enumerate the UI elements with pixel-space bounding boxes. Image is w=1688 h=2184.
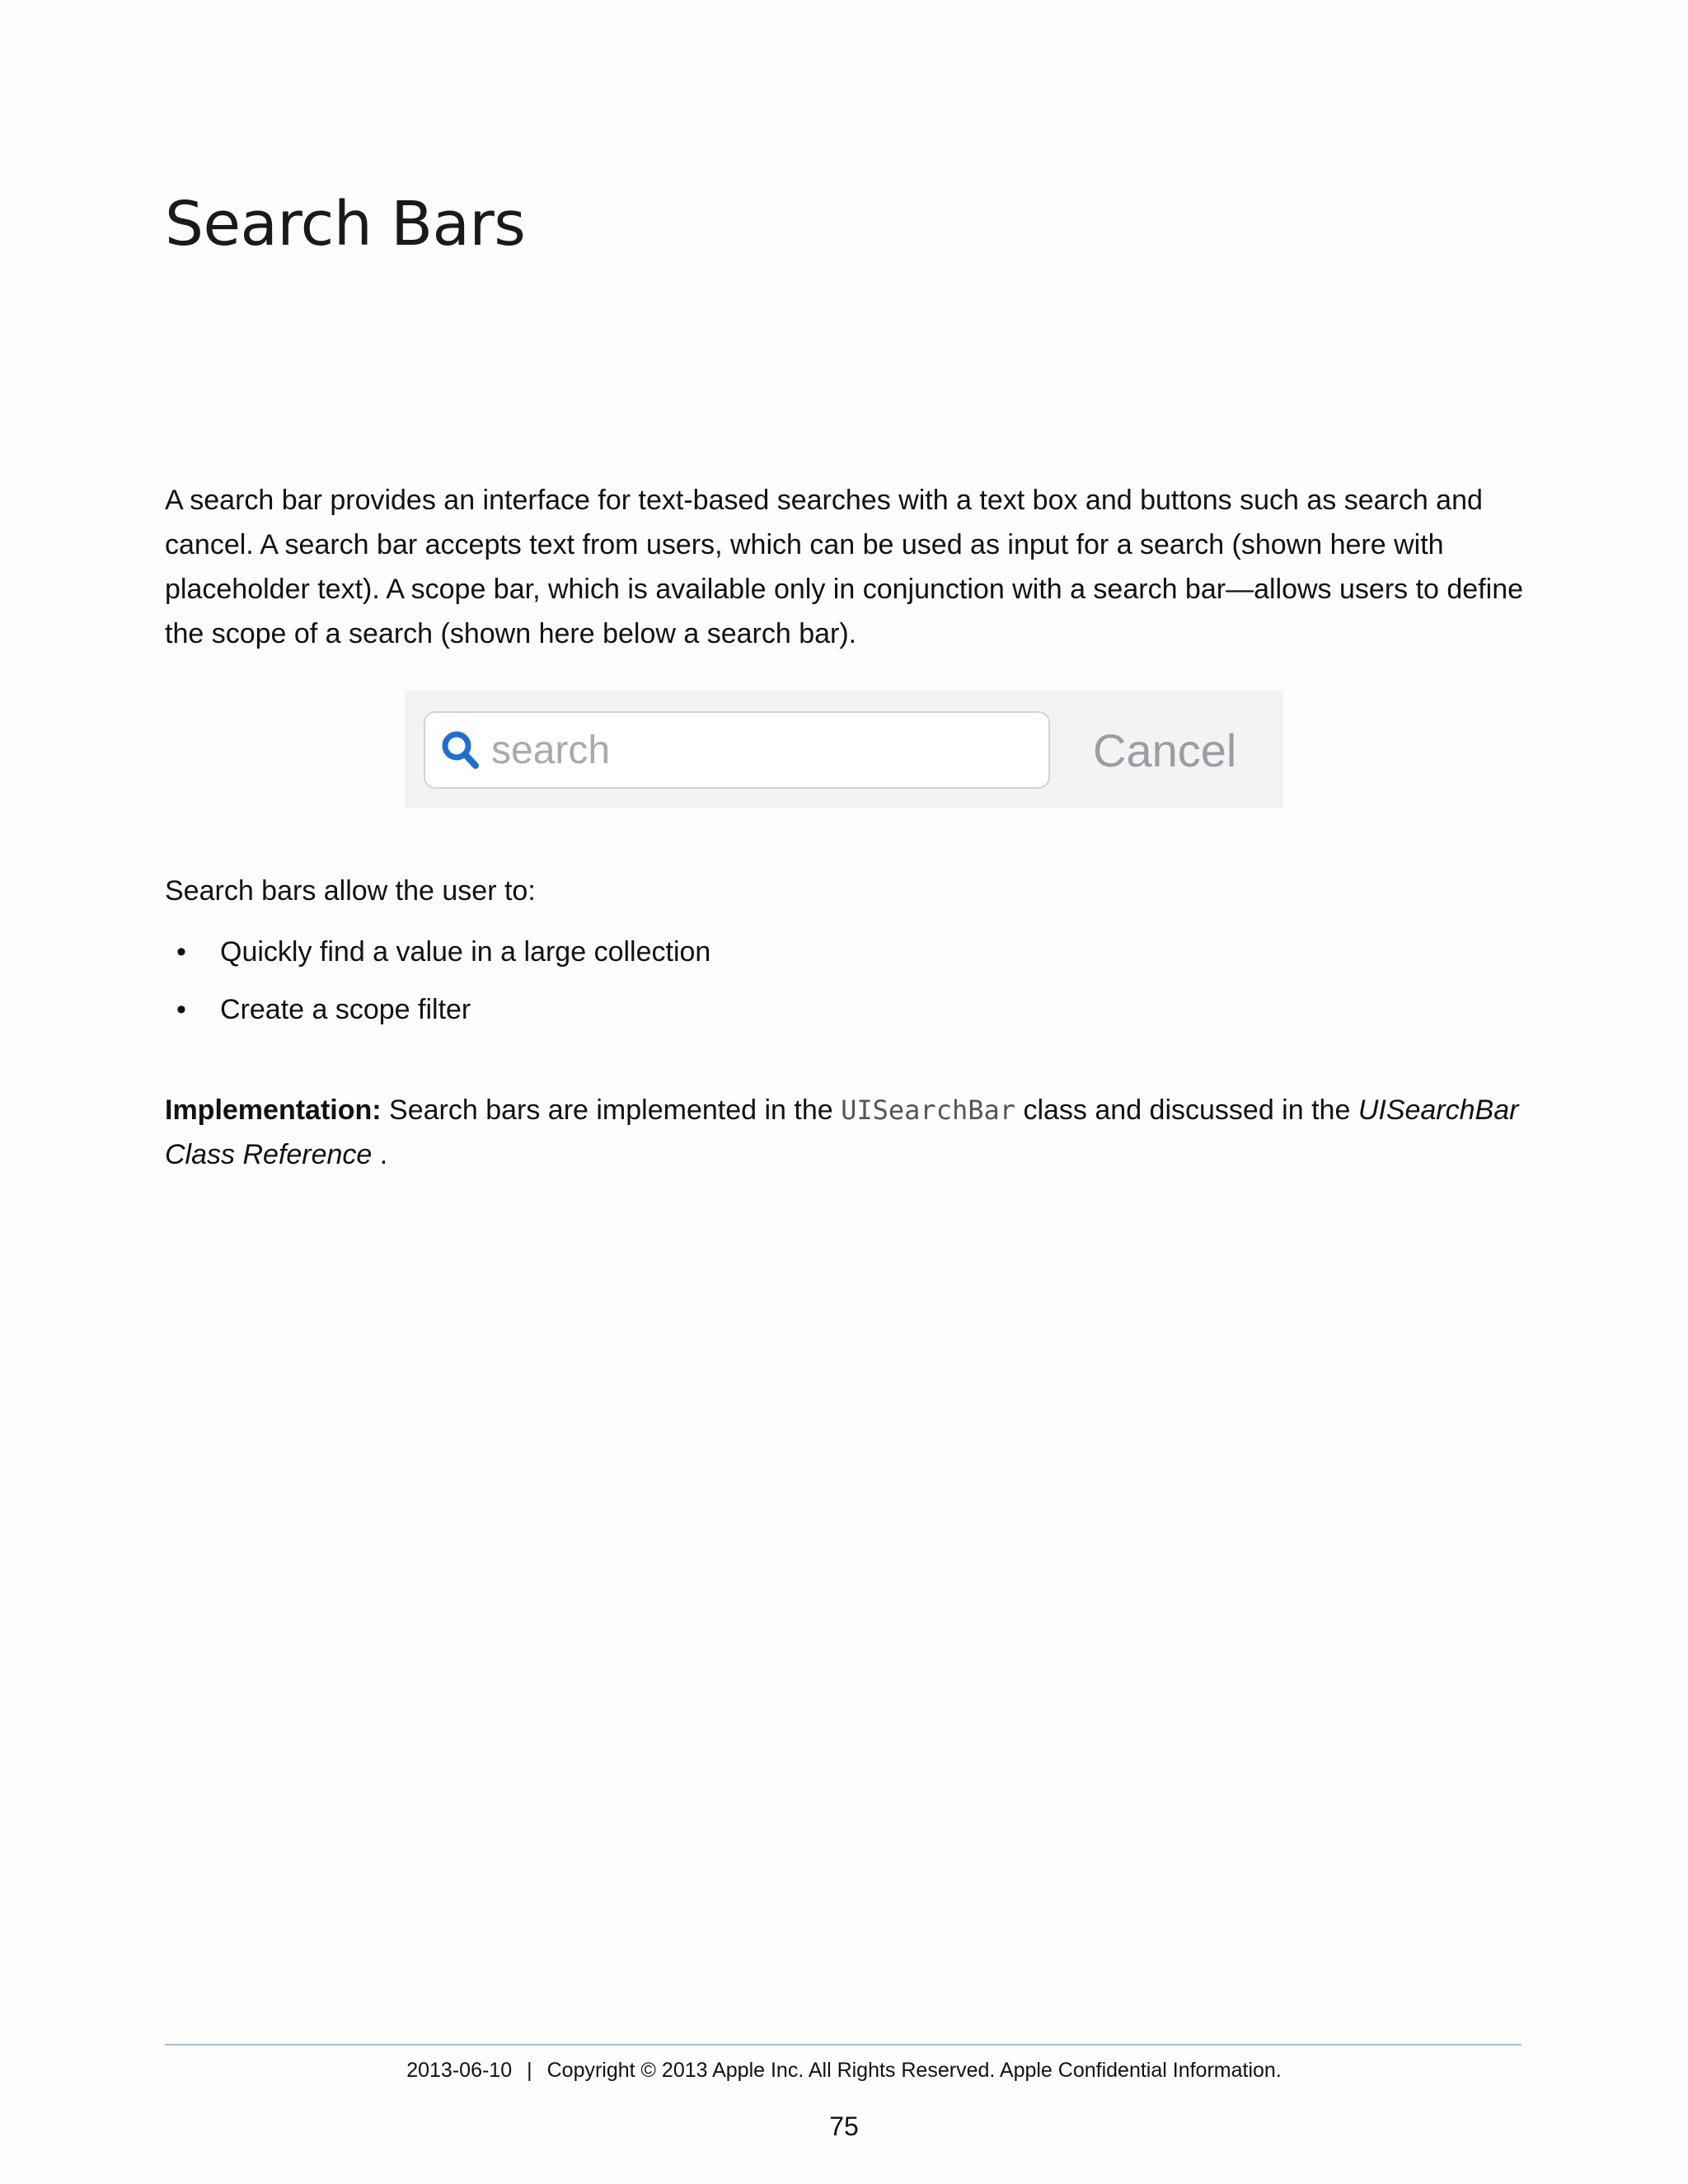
intro-paragraph: A search bar provides an interface for text-based searches with a text box and buttons such as search and cancel. A search bar accepts text from users, which can be used as input for a search (shown here with placeholder text). A scope bar, which is available only in conjunction with a search bar—allows users to define the scope of a search (shown here below a search bar). (165, 485, 1524, 649)
class-name: UISearchBar (841, 1094, 1016, 1126)
footer (0, 2055, 1688, 2085)
class-reference-link[interactable]: UISearchBar Class Reference (165, 1094, 1519, 1170)
bullet-list (165, 930, 710, 1045)
page-number: 75 (829, 2111, 859, 2141)
footer-divider (165, 2044, 1522, 2046)
bullet-icon: • (176, 994, 186, 1025)
search-bar-figure (405, 690, 1283, 808)
search-field[interactable] (424, 711, 1050, 789)
bullet-icon: • (176, 936, 186, 968)
search-input[interactable] (491, 728, 1019, 773)
implementation-text-middle: class and discussed in the (1015, 1094, 1358, 1126)
page-title: Search Bars (165, 189, 526, 260)
list-intro: Search bars allow the user to: (165, 875, 536, 907)
footer-copyright: Copyright © 2013 Apple Inc. All Rights Reserved. Apple Confidential Information. (546, 2059, 1282, 2082)
list-item-text: Create a scope filter (220, 994, 471, 1025)
list-item (165, 987, 710, 1032)
list-item (165, 930, 710, 974)
footer-date: 2013-06-10 (406, 2059, 513, 2082)
implementation-paragraph (165, 1088, 1525, 1177)
list-item-text: Quickly find a value in a large collection (220, 936, 711, 968)
search-icon (440, 729, 481, 771)
implementation-text-after: . (372, 1139, 388, 1170)
implementation-label: Implementation: (165, 1094, 382, 1126)
cancel-button[interactable]: Cancel (1093, 711, 1236, 789)
footer-separator: | (527, 2059, 532, 2082)
implementation-text-before: Search bars are implemented in the (381, 1094, 842, 1126)
